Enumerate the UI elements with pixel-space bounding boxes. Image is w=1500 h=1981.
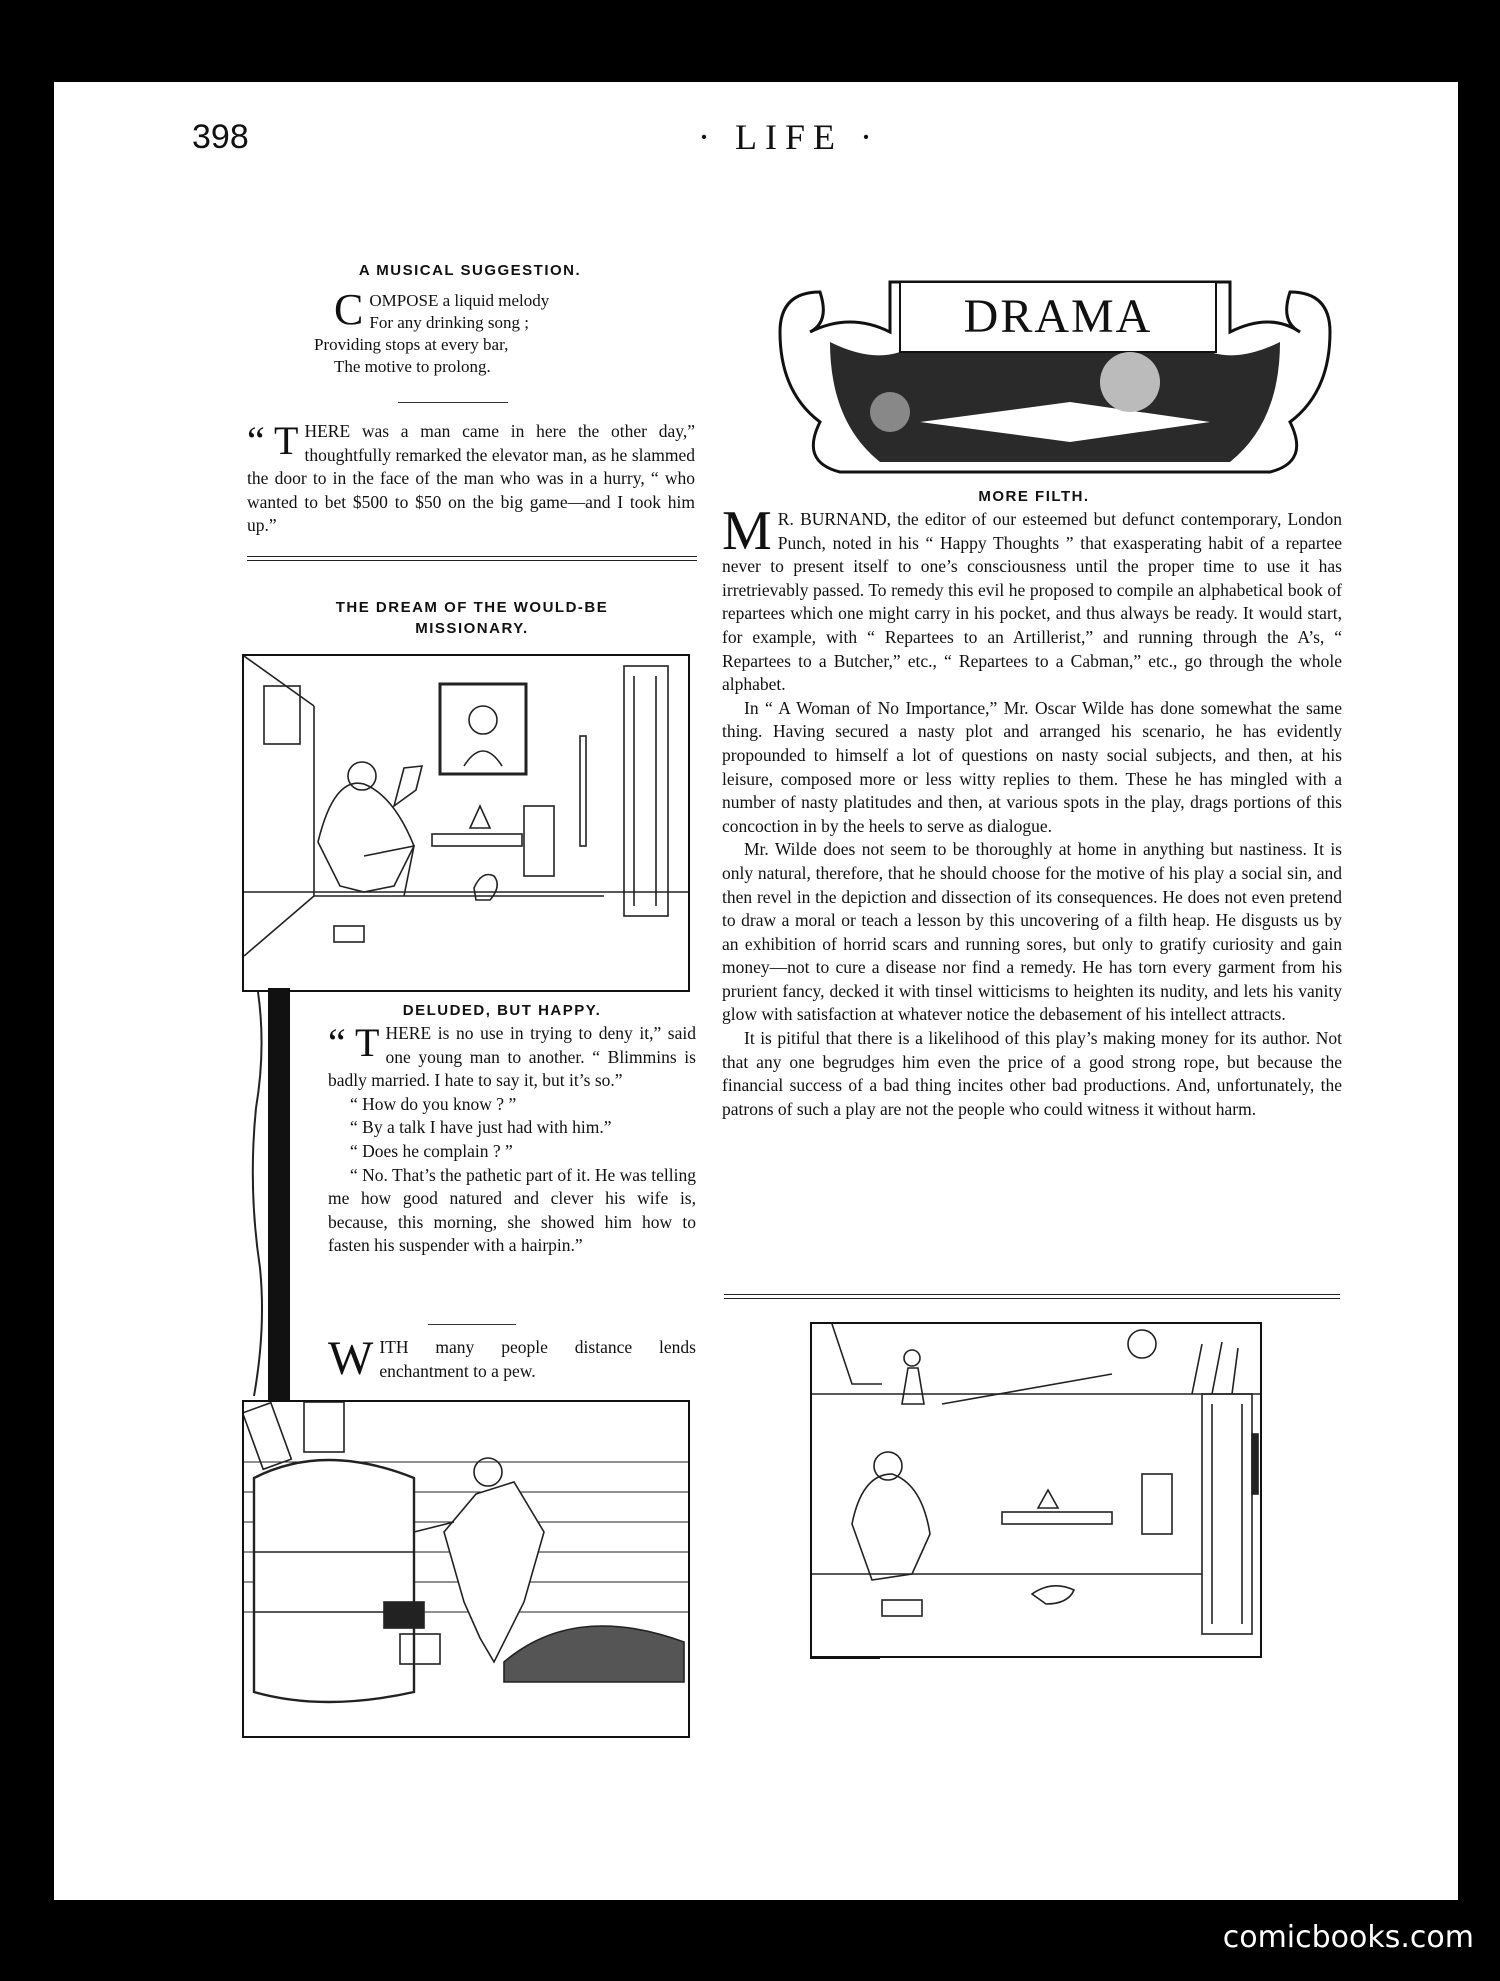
verse-line: The motive to prolong. xyxy=(334,357,491,376)
deluded-story xyxy=(328,1022,696,1258)
drama-review xyxy=(722,500,1342,1121)
dream-title xyxy=(247,597,697,639)
site-watermark: comicbooks.com xyxy=(1219,1918,1478,1957)
musical-title: A MUSICAL SUGGESTION. xyxy=(358,262,582,279)
drama-title: MORE FILTH. xyxy=(978,488,1090,505)
cartoon-panel-dream xyxy=(810,1322,1262,1658)
paragraph: HERE was a man came in here the other day,” thoughtfully remarked the elevator man, as he slammed the door to in the face of the man who was in a hurry, “ who wanted to bet $500 to $50 on the big game—and I took him up.” xyxy=(247,421,695,536)
cartoon-panel-parlor xyxy=(242,654,690,992)
paragraph: “ By a talk I have just had with him.” xyxy=(350,1117,612,1138)
banner-title: DRAMA xyxy=(963,290,1153,343)
paragraph: In “ A Woman of No Importance,” Mr. Oscar Wilde has done somewhat the same thing. Having secured a nasty plot and arranged his scenario, he has evidently propounded to himself a lot of questions on nasty social subjects, and then, at his leisure, composed more or less witty replies to them. These he has mingled with a number of nasty platitudes and then, at various spots in the play, drags portions of this concoction in by the heels to serve as dialogue. xyxy=(722,697,1342,836)
verse-line: OMPOSE a liquid melody xyxy=(369,291,550,310)
dropcap: “ T xyxy=(247,418,299,463)
cartoon-panel-furnace xyxy=(242,1400,690,1738)
deluded-title: DELUDED, BUT HAPPY. xyxy=(402,1002,602,1019)
divider xyxy=(428,1324,516,1325)
drama-banner xyxy=(770,272,1338,494)
paragraph: It is pitiful that there is a likelihood of this play’s making money for its author. Not that any one begrudges him even the price of a good strong rope, but because the financial success of a bad thing incites other bad productions. And, unfortunately, the patrons of such a play are not the people who could witness it without harm. xyxy=(722,1028,1342,1119)
page-number: 398 xyxy=(192,118,249,156)
ornament-rule xyxy=(246,988,290,1400)
parlor-illustration xyxy=(244,656,688,990)
furnace-illustration xyxy=(244,1402,688,1736)
musical-verse xyxy=(314,285,604,378)
dropcap: W xyxy=(328,1332,374,1385)
dropcap: “ T xyxy=(328,1020,380,1065)
elevator-anecdote xyxy=(247,420,695,538)
divider xyxy=(398,402,508,403)
dropcap: C xyxy=(334,285,364,334)
pew-quip xyxy=(328,1332,696,1385)
paragraph: “ Does he complain ? ” xyxy=(350,1140,513,1161)
drama-illustration xyxy=(770,272,1338,494)
title-line: MISSIONARY. xyxy=(415,620,529,637)
paragraph: “ How do you know ? ” xyxy=(350,1093,517,1114)
paragraph: R. BURNAND, the editor of our esteemed but defunct contemporary, London Punch, noted in his “ Happy Thoughts ” that exasperating habit of a repartee never to present itself to one’s consciousness until the proper time to use it has irretrievably passed. To remedy this evil he proposed to compile an alphabetical book of repartees which one might carry in his pocket, and thus always be ready. It would start, for example, with “ Repartees to an Artillerist,” and running through the A’s, “ Repartees to a Butcher,” etc., “ Repartees to a Cabman,” etc., go through the whole alphabet. xyxy=(722,509,1342,695)
masthead: · LIFE · xyxy=(698,117,880,157)
panel-underline xyxy=(810,1656,880,1659)
paragraph: Mr. Wilde does not seem to be thoroughly at home in anything but nastiness. It is only natural, therefore, that he should choose for the motive of his play a social sin, and then revel in the depiction and dissection of its consequences. He does not even pretend to draw a moral or teach a lesson by this uncovering of a filth heap. He disgusts us by an exhibition of horrid scars and running sores, but only to gratify curiosity and gain money—not to cure a disease nor find a remedy. He has torn every garment from his prurient fancy, decked it with tinsel witticisms to heighten its nudity, and lets his vanity glow with satisfaction at whatever notice the debasement of his intellect attracts. xyxy=(722,839,1342,1025)
section-divider xyxy=(247,556,697,561)
dropcap: M xyxy=(722,500,772,562)
paragraph: “ No. That’s the pathetic part of it. He was telling me how good natured and clever his wife is, because, this morning, she showed him how to fasten his suspender with a hairpin.” xyxy=(328,1164,696,1256)
verse-line: For any drinking song ; xyxy=(369,313,529,332)
verse-line: Providing stops at every bar, xyxy=(314,335,509,354)
section-divider xyxy=(724,1294,1340,1299)
column-ornament xyxy=(246,988,290,1400)
dream-illustration xyxy=(812,1324,1260,1656)
title-line: THE DREAM OF THE WOULD-BE xyxy=(335,599,609,616)
paragraph: HERE is no use in trying to deny it,” said one young man to another. “ Blimmins is badly married. I hate to say it, but it’s so.” xyxy=(328,1023,696,1091)
paragraph: ITH many people distance lends enchantment to a pew. xyxy=(379,1337,696,1381)
